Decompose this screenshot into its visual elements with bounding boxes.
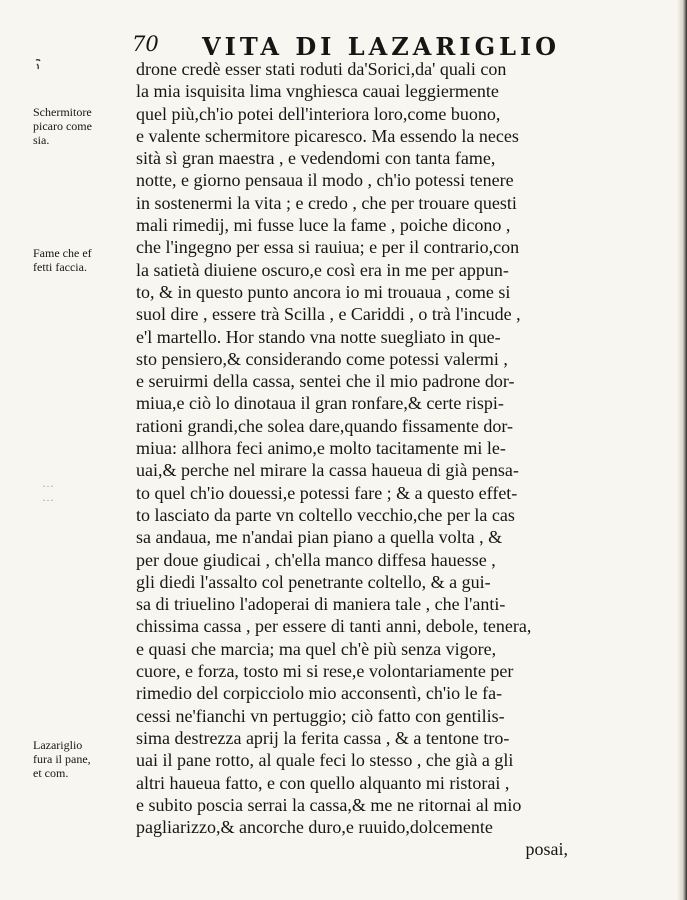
- text-line: drone credè esser stati roduti da'Sorici,da' quali con: [136, 59, 507, 79]
- text-line: pagliarizzo,& ancorche duro,e ruuido,dolcemente: [136, 817, 493, 838]
- ink-mark-icon: [34, 58, 44, 70]
- text-line: to quel ch'io douessi,e potessi fare ; & a questo effet-: [136, 482, 518, 503]
- text-line-last: posai,: [525, 839, 568, 860]
- text-line: e'l martello. Hor stando vna notte suegliato in que-: [136, 326, 501, 347]
- margin-note-lazariglio: Lazariglio fura il pane, et com.: [33, 738, 91, 780]
- text-line: e seruirmi della cassa, sentei che il mio padrone dor-: [136, 371, 515, 392]
- text-line: che l'ingegno per essa si rauiua; e per il contrario,con: [136, 237, 520, 258]
- text-line: mali rimedij, mi fusse luce la fame , poiche dicono ,: [136, 215, 511, 236]
- page-edge-shadow: [677, 0, 687, 900]
- text-line: e subito poscia serrai la cassa,& me ne ritornai al mio: [136, 794, 522, 815]
- margin-notes: [0, 0, 130, 900]
- text-line: e valente schermitore picaresco. Ma essendo la neces: [136, 125, 519, 146]
- text-line: la satietà diuiene oscuro,e così era in me per appun-: [136, 259, 509, 280]
- text-line: gli diedi l'assalto col penetrante coltello, & a gui-: [136, 571, 491, 592]
- text-line: uai,& perche nel mirare la cassa haueua di già pensa-: [136, 460, 519, 481]
- text-line: rationi grandi,che solea dare,quando fissamente dor-: [136, 415, 513, 436]
- running-title: VITA DI LAZARIGLIO: [202, 32, 561, 61]
- text-line: chissima cassa , per essere di tanti anni, debole, tenera,: [136, 616, 532, 637]
- text-line: e quasi che marcia; ma quel ch'è più senza vigore,: [136, 638, 497, 659]
- text-line: la mia isquisita lima vnghiesca cauai leggiermente: [136, 81, 499, 102]
- text-line: cuore, e forza, tosto mi si rese,e volontariamente per: [136, 661, 514, 682]
- text-line: notte, e giorno pensaua il modo , ch'io potessi tenere: [136, 170, 514, 191]
- margin-note-faint: … …: [42, 476, 54, 504]
- text-line: miua: allhora feci animo,e molto tacitamente mi le-: [136, 438, 506, 459]
- text-line: sa di triuelino l'adoperai di maniera tale , che l'anti-: [136, 594, 506, 615]
- text-line: to, & in questo punto ancora io mi trouaua , come si: [136, 281, 511, 302]
- text-line: sima destrezza aprij la ferita cassa , & a tentone tro-: [136, 727, 510, 748]
- text-line: uai il pane rotto, al quale feci lo stesso , che già a gli: [136, 750, 514, 771]
- text-line: cessi ne'fianchi vn pertuggio; ciò fatto con gentilis-: [136, 705, 505, 726]
- text-line: sto pensiero,& considerando come potessi valermi ,: [136, 348, 508, 369]
- margin-note-fame: Fame che ef fetti faccia.: [33, 246, 92, 274]
- text-line: altri haueua fatto, e con quello alquanto mi ristorai ,: [136, 772, 510, 793]
- text-line: miua,e ciò lo dinotaua il gran ronfare,& certe rispi-: [136, 393, 504, 414]
- text-line: to lasciato da parte vn coltello vecchio,che per la cas: [136, 504, 515, 525]
- text-line: sa andaua, me n'andai pian piano a quella volta , &: [136, 527, 503, 548]
- text-line: suol dire , essere trà Scilla , e Cariddi , o trà l'incude ,: [136, 304, 521, 325]
- text-line: per doue giudicai , ch'ella manco diffesa hauesse ,: [136, 549, 496, 570]
- text-line: sità sì gran maestra , e vedendomi con tanta fame,: [136, 148, 496, 169]
- page-number: 70: [132, 32, 159, 56]
- body-text: [136, 58, 588, 861]
- text-line: rimedio del corpicciolo mio acconsentì, ch'io le fa-: [136, 683, 503, 704]
- text-line: quel più,ch'io potei dell'interiora loro,come buono,: [136, 103, 501, 124]
- text-line: in sostenermi la vita ; e credo , che per trouare questi: [136, 192, 517, 213]
- margin-note-schermitore: Schermitore picaro come sia.: [33, 105, 92, 147]
